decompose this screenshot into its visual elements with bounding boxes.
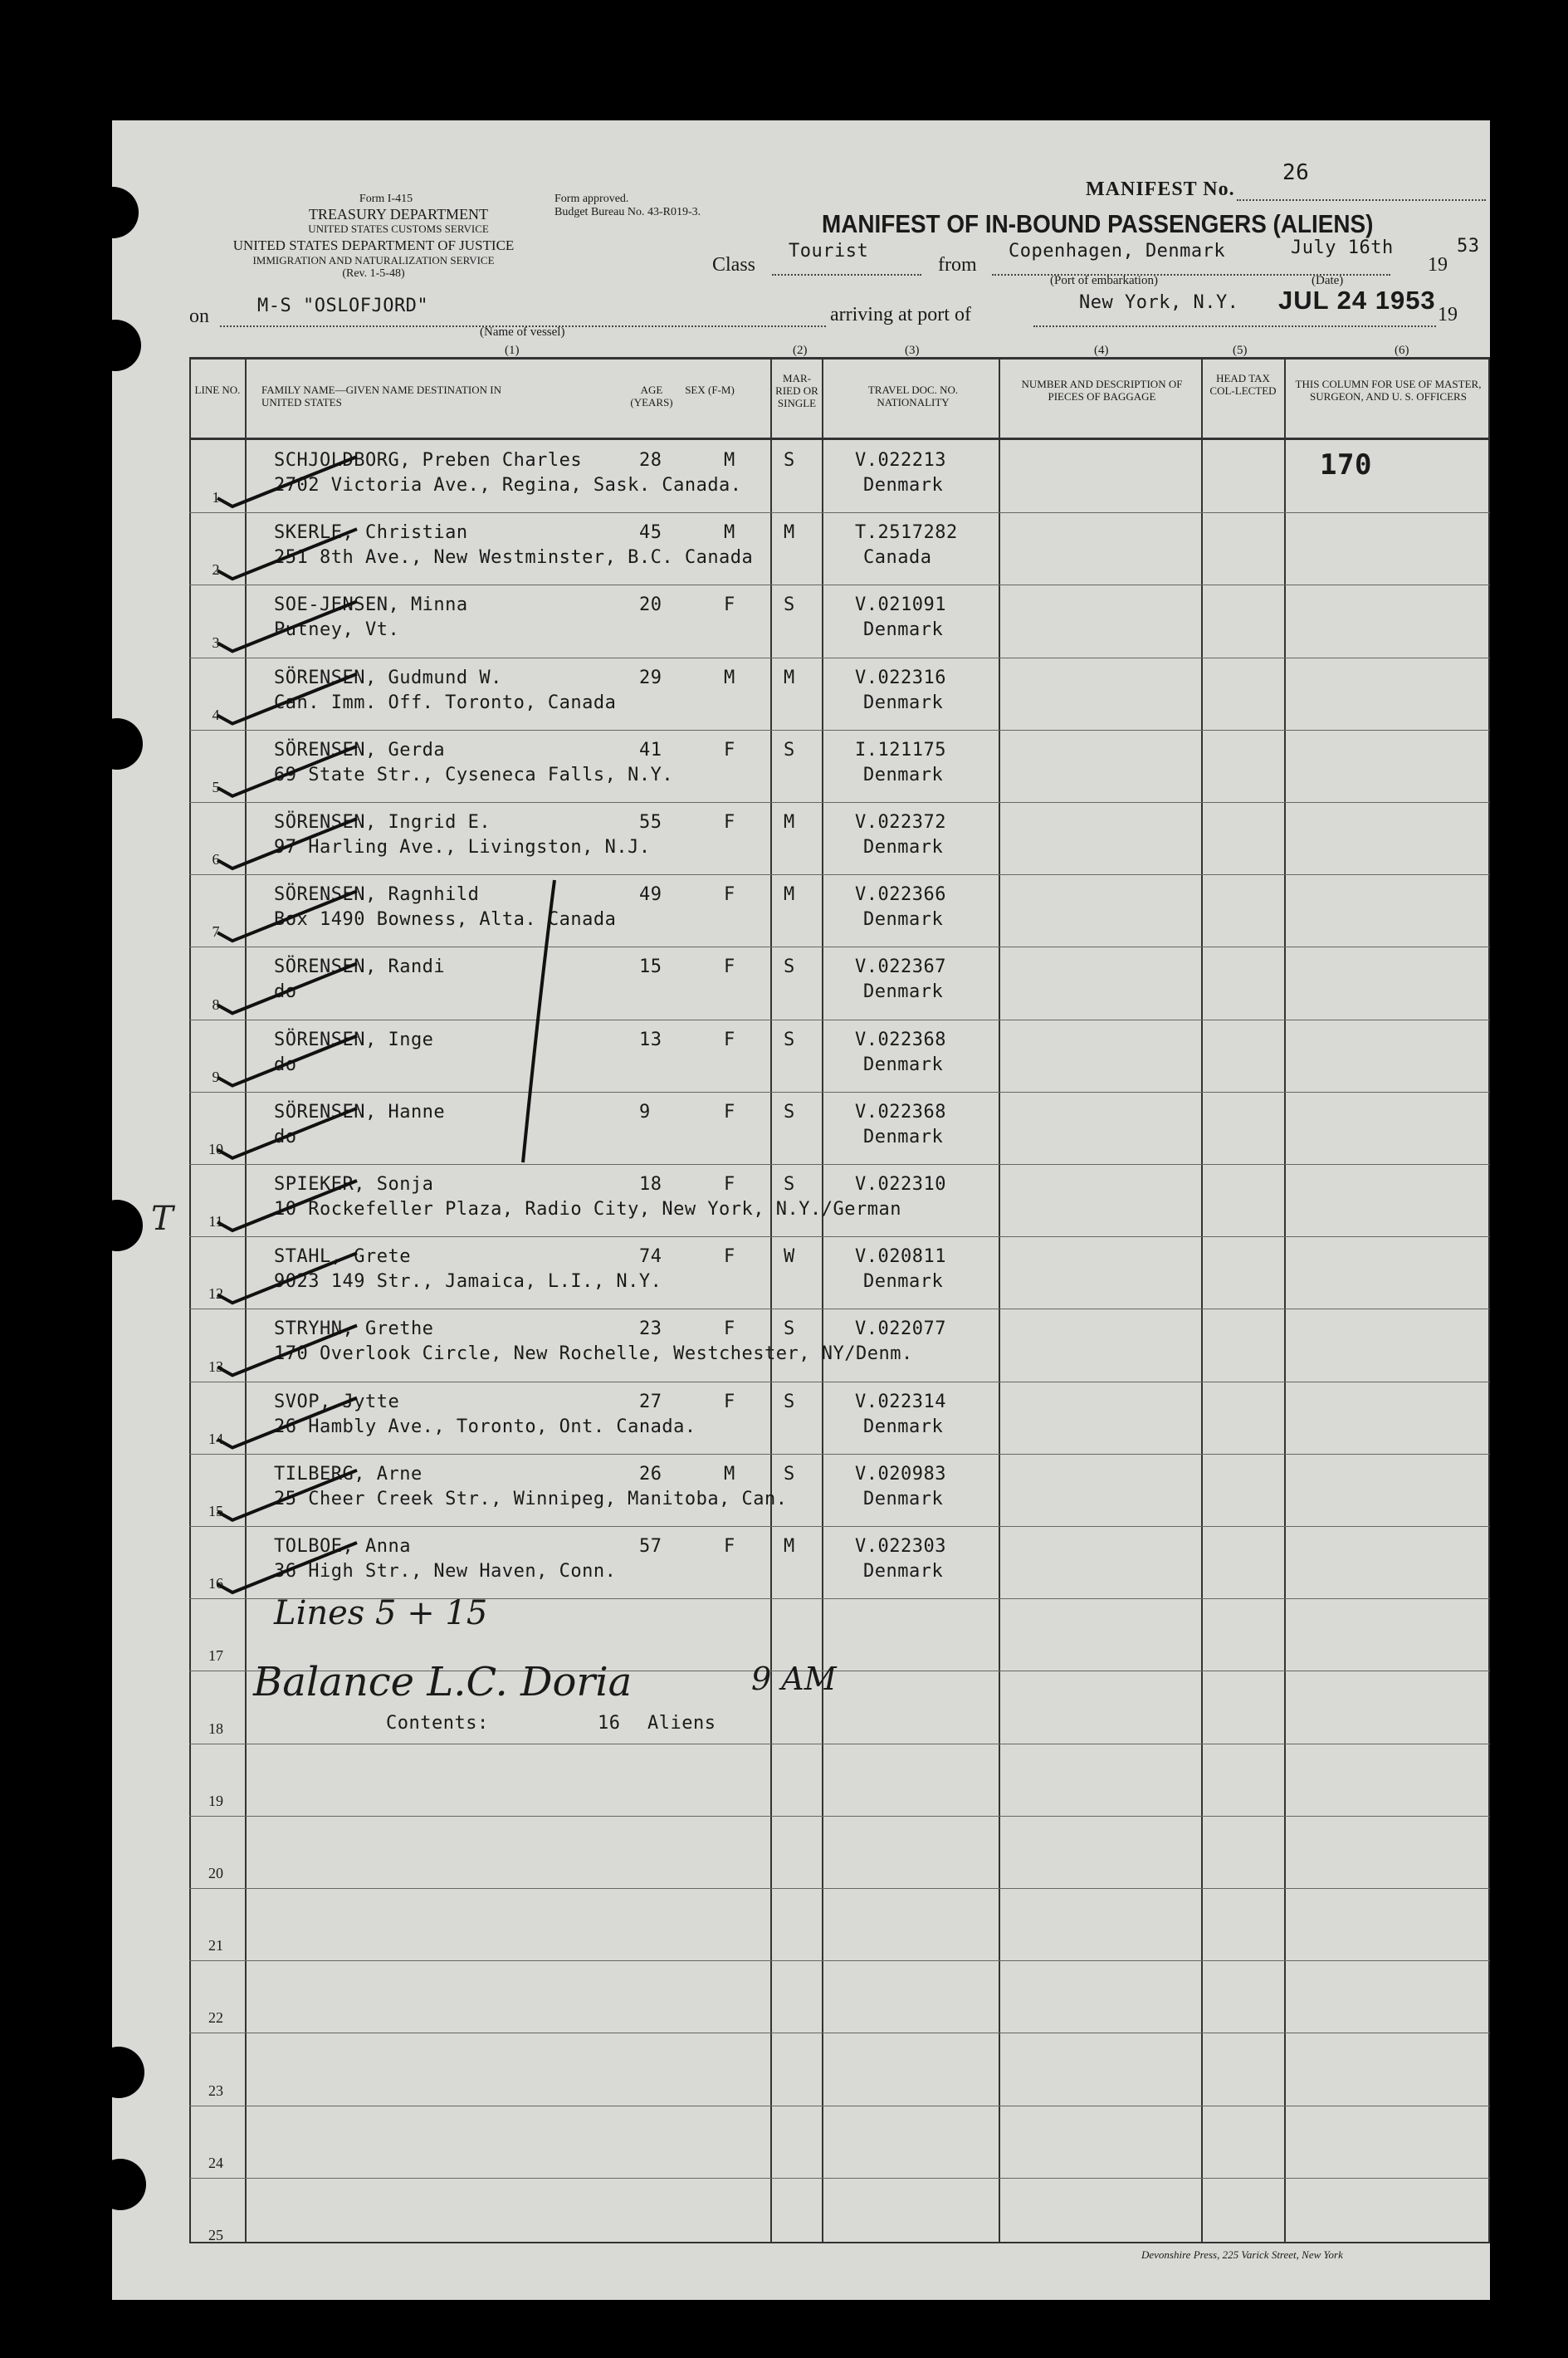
passenger-sex: F: [724, 956, 735, 978]
passenger-destination: 69 State Str., Cyseneca Falls, N.Y.: [274, 764, 674, 785]
passenger-marital-status: S: [784, 1318, 795, 1340]
header-name: FAMILY NAME—GIVEN NAME DESTINATION IN UNITED STATES: [261, 384, 502, 408]
passenger-sex: F: [724, 594, 735, 616]
header-sex: SEX (F-M): [685, 384, 735, 396]
row-number: 2: [212, 561, 220, 579]
row-number: 11: [208, 1213, 223, 1230]
from-port: Copenhagen, Denmark: [1009, 241, 1226, 262]
travel-doc-no: V.022316: [855, 667, 946, 688]
col-num-6: (6): [1395, 344, 1409, 357]
form-id: Form I-415: [359, 193, 413, 205]
manifest-label: MANIFEST No.: [1086, 179, 1235, 200]
passenger-destination: 251 8th Ave., New Westminster, B.C. Canada: [274, 547, 754, 569]
row-number: 17: [208, 1647, 223, 1665]
header-line-no: LINE NO.: [194, 384, 241, 396]
passenger-nationality: Denmark: [863, 1054, 944, 1075]
passenger-marital-status: S: [784, 1101, 795, 1123]
passenger-age: 45: [639, 522, 662, 544]
passenger-nationality: Denmark: [863, 1126, 944, 1147]
passenger-sex: F: [724, 812, 735, 833]
passenger-name: SKERLE, Christian: [274, 522, 468, 544]
row-number: 19: [208, 1792, 223, 1809]
passenger-destination: 9023 149 Str., Jamaica, L.I., N.Y.: [274, 1271, 662, 1293]
passenger-name: SPIEKER, Sonja: [274, 1174, 434, 1195]
row-number: 25: [208, 2227, 223, 2243]
row-divider: [189, 874, 1490, 875]
justice-dept: UNITED STATES DEPARTMENT OF JUSTICE: [232, 237, 515, 253]
row-divider: [189, 1164, 1490, 1165]
row-divider: [189, 2178, 1490, 2179]
passenger-age: 20: [639, 594, 662, 616]
passenger-name: SÖRENSEN, Inge: [274, 1029, 434, 1050]
travel-doc-no: V.022372: [855, 812, 946, 833]
col-num-1: (1): [505, 344, 520, 357]
passenger-destination: 97 Harling Ave., Livingston, N.J.: [274, 837, 651, 858]
passenger-age: 49: [639, 884, 662, 906]
passenger-name: SÖRENSEN, Randi: [274, 956, 446, 978]
passenger-age: 57: [639, 1536, 662, 1557]
punch-hole: [91, 718, 143, 770]
form-rev: (Rev. 1-5-48): [342, 267, 405, 280]
row-number: 20: [208, 1865, 223, 1881]
handwritten-marks: 9 AM: [751, 1661, 837, 1697]
passenger-destination: 2702 Victoria Ave., Regina, Sask. Canada.: [274, 475, 742, 496]
passenger-age: 29: [639, 667, 662, 688]
vessel-caption: (Name of vessel): [480, 325, 565, 339]
punch-hole: [91, 1200, 143, 1251]
manifest-title: MANIFEST OF IN-BOUND PASSENGERS (ALIENS): [822, 209, 1374, 238]
class-value: Tourist: [789, 241, 869, 262]
passenger-marital-status: S: [784, 1174, 795, 1195]
row-number: 12: [208, 1285, 223, 1303]
passenger-marital-status: M: [784, 884, 795, 906]
manifest-line: [1237, 199, 1486, 201]
header-bottom-rule: [189, 438, 1490, 440]
passenger-marital-status: M: [784, 812, 795, 833]
row-number: 6: [212, 851, 220, 868]
on-label: on: [189, 306, 209, 327]
passenger-destination: do: [274, 1126, 297, 1147]
budget-no: Budget Bureau No. 43-R019-3.: [554, 206, 701, 218]
row-divider: [189, 1960, 1490, 1961]
contents-unit: Aliens: [647, 1713, 716, 1734]
punch-hole: [87, 187, 139, 238]
header-headtax: HEAD TAX COL-LECTED: [1209, 372, 1277, 397]
passenger-name: SÖRENSEN, Gudmund W.: [274, 667, 502, 688]
header-officers: THIS COLUMN FOR USE OF MASTER, SURGEON, AND U. S. OFFICERS: [1295, 378, 1482, 403]
travel-doc-no: V.022213: [855, 450, 946, 471]
contents-count: 16: [598, 1713, 621, 1734]
passenger-sex: M: [724, 667, 735, 688]
passenger-name: SÖRENSEN, Ingrid E.: [274, 812, 491, 833]
passenger-nationality: Denmark: [863, 909, 944, 931]
passenger-destination: 36 High Str., New Haven, Conn.: [274, 1561, 617, 1582]
year-prefix: 19: [1428, 254, 1448, 276]
row-number: 7: [212, 923, 220, 941]
row-divider: [189, 1092, 1490, 1093]
row-divider: [189, 512, 1490, 513]
passenger-age: 27: [639, 1391, 662, 1412]
passenger-name: SVOP, Jytte: [274, 1391, 400, 1412]
form-approved: Form approved.: [554, 193, 629, 205]
row-number: 16: [208, 1575, 223, 1592]
header-travel: TRAVEL DOC. NO. NATIONALITY: [867, 384, 959, 408]
travel-doc-no: V.022303: [855, 1536, 946, 1557]
from-label: from: [938, 254, 977, 276]
passenger-destination: do: [274, 981, 297, 1003]
passenger-name: TILBERG, Arne: [274, 1463, 423, 1485]
passenger-nationality: Denmark: [863, 1488, 944, 1509]
row-number: 21: [208, 1937, 223, 1954]
row-number: 18: [208, 1720, 223, 1737]
passenger-nationality: Denmark: [863, 1561, 944, 1582]
passenger-nationality: Denmark: [863, 764, 944, 785]
from-date: July 16th: [1291, 237, 1394, 258]
punch-hole: [90, 320, 141, 371]
passenger-age: 18: [639, 1174, 662, 1195]
passenger-name: TOLBOE, Anna: [274, 1536, 411, 1557]
passenger-marital-status: S: [784, 1463, 795, 1485]
table-bottom-rule: [189, 2242, 1490, 2243]
arriving-label: arriving at port of: [830, 304, 971, 325]
passenger-age: 55: [639, 812, 662, 833]
row-divider: [189, 1816, 1490, 1817]
row-divider: [189, 1454, 1490, 1455]
passenger-sex: F: [724, 1174, 735, 1195]
passenger-name: SCHJOLDBORG, Preben Charles: [274, 450, 583, 471]
row-divider: [189, 730, 1490, 731]
passenger-marital-status: S: [784, 1029, 795, 1050]
ins-service: IMMIGRATION AND NATURALIZATION SERVICE: [252, 254, 495, 267]
officer-count: 170: [1320, 448, 1372, 482]
travel-doc-no: V.022077: [855, 1318, 946, 1340]
passenger-name: SÖRENSEN, Hanne: [274, 1101, 446, 1123]
passenger-nationality: Denmark: [863, 1416, 944, 1437]
col-num-5: (5): [1233, 344, 1248, 357]
customs-service: UNITED STATES CUSTOMS SERVICE: [308, 223, 489, 235]
passenger-sex: F: [724, 1101, 735, 1123]
year-suffix: 19: [1438, 304, 1458, 325]
passenger-sex: F: [724, 1391, 735, 1412]
passenger-nationality: Denmark: [863, 837, 944, 858]
travel-doc-no: V.020811: [855, 1246, 946, 1268]
class-label: Class: [712, 254, 756, 276]
passenger-nationality: Denmark: [863, 619, 944, 641]
travel-doc-no: V.022368: [855, 1029, 946, 1050]
passenger-marital-status: M: [784, 522, 795, 544]
row-number: 4: [212, 706, 220, 723]
passenger-age: 13: [639, 1029, 662, 1050]
passenger-age: 28: [639, 450, 662, 471]
passenger-marital-status: S: [784, 450, 795, 471]
passenger-age: 74: [639, 1246, 662, 1268]
punch-hole: [95, 2159, 146, 2210]
passenger-nationality: Canada: [863, 547, 932, 569]
header-married: MAR-RIED OR SINGLE: [775, 372, 818, 409]
passenger-age: 26: [639, 1463, 662, 1485]
travel-doc-no: V.022367: [855, 956, 946, 978]
handwritten-note-balance: Balance L.C. Doria: [253, 1659, 633, 1705]
passenger-destination: do: [274, 1054, 297, 1075]
date-caption: (Date): [1312, 274, 1344, 287]
row-divider: [189, 1526, 1490, 1527]
passenger-nationality: Denmark: [863, 692, 944, 713]
col-num-4: (4): [1094, 344, 1109, 357]
col-num-2: (2): [793, 344, 808, 357]
passenger-marital-status: S: [784, 956, 795, 978]
row-divider: [189, 1888, 1490, 1889]
passenger-marital-status: M: [784, 1536, 795, 1557]
row-number: 1: [212, 489, 220, 506]
passenger-name: STRYHN, Grethe: [274, 1318, 434, 1340]
passenger-name: STAHL, Grete: [274, 1246, 411, 1268]
arrival-line: [1033, 325, 1436, 327]
passenger-nationality: Denmark: [863, 475, 944, 496]
passenger-marital-status: S: [784, 739, 795, 761]
passenger-destination: 170 Overlook Circle, New Rochelle, Westchester, NY/Denm.: [274, 1343, 913, 1365]
handwritten-note-lines: Lines 5 + 15: [274, 1594, 488, 1632]
passenger-age: 23: [639, 1318, 662, 1340]
passenger-destination: Putney, Vt.: [274, 619, 400, 641]
passenger-sex: F: [724, 1246, 735, 1268]
punch-hole: [93, 2047, 144, 2098]
header-baggage: NUMBER AND DESCRIPTION OF PIECES OF BAGGAGE: [1021, 378, 1183, 403]
passenger-name: SÖRENSEN, Gerda: [274, 739, 446, 761]
year-value: 53: [1457, 236, 1480, 257]
passenger-destination: Box 1490 Bowness, Alta. Canada: [274, 909, 617, 931]
row-divider: [189, 802, 1490, 803]
arrival-stamp: JUL 24 1953: [1278, 286, 1436, 315]
class-line: [772, 274, 921, 276]
passenger-marital-status: W: [784, 1246, 795, 1268]
vessel-name: M-S "OSLOFJORD": [257, 296, 429, 316]
travel-doc-no: V.022314: [855, 1391, 946, 1412]
row-number: 22: [208, 2009, 223, 2027]
passenger-sex: F: [724, 1536, 735, 1557]
manifest-number: 26: [1282, 160, 1310, 185]
row-number: 24: [208, 2154, 223, 2171]
passenger-marital-status: S: [784, 1391, 795, 1412]
row-number: 5: [212, 779, 220, 795]
travel-doc-no: V.020983: [855, 1463, 946, 1485]
row-divider: [189, 1236, 1490, 1237]
passenger-sex: F: [724, 884, 735, 906]
row-number: 15: [208, 1503, 223, 1519]
row-number: 3: [212, 634, 220, 651]
passenger-name: SOE-JENSEN, Minna: [274, 594, 468, 616]
row-number: 13: [208, 1358, 223, 1375]
passenger-nationality: Denmark: [863, 1271, 944, 1293]
passenger-nationality: Denmark: [863, 981, 944, 1003]
passenger-marital-status: S: [784, 594, 795, 616]
row-number: 23: [208, 2082, 223, 2099]
col-num-3: (3): [905, 344, 920, 357]
dept-name: TREASURY DEPARTMENT: [308, 206, 489, 223]
passenger-age: 41: [639, 739, 662, 761]
travel-doc-no: T.2517282: [855, 522, 958, 544]
passenger-sex: F: [724, 739, 735, 761]
printer-imprint: Devonshire Press, 225 Varick Street, New York: [1141, 2248, 1343, 2261]
table-top-rule: [189, 357, 1490, 360]
passenger-destination: Can. Imm. Off. Toronto, Canada: [274, 692, 617, 713]
margin-mark: T: [151, 1200, 173, 1238]
passenger-age: 15: [639, 956, 662, 978]
passenger-sex: M: [724, 450, 735, 471]
arrival-port: New York, N.Y.: [1079, 292, 1239, 313]
contents-label: Contents:: [386, 1713, 489, 1734]
row-number: 9: [212, 1068, 220, 1085]
passenger-age: 9: [639, 1101, 651, 1123]
passenger-destination: 25 Cheer Creek Str., Winnipeg, Manitoba, Can.: [274, 1488, 788, 1509]
passenger-destination: 10 Rockefeller Plaza, Radio City, New York, N.Y./German: [274, 1199, 901, 1220]
passenger-marital-status: M: [784, 667, 795, 688]
travel-doc-no: V.021091: [855, 594, 946, 616]
passenger-sex: F: [724, 1029, 735, 1050]
header-age: AGE (YEARS): [630, 384, 673, 408]
row-number: 8: [212, 996, 220, 1013]
travel-doc-no: I.121175: [855, 739, 946, 761]
row-number: 14: [208, 1430, 223, 1447]
passenger-sex: M: [724, 1463, 735, 1485]
passenger-sex: M: [724, 522, 735, 544]
passenger-name: SÖRENSEN, Ragnhild: [274, 884, 480, 906]
travel-doc-no: V.022368: [855, 1101, 946, 1123]
travel-doc-no: V.022310: [855, 1174, 946, 1195]
row-number: 10: [208, 1141, 223, 1157]
passenger-destination: 26 Hambly Ave., Toronto, Ont. Canada.: [274, 1416, 696, 1437]
travel-doc-no: V.022366: [855, 884, 946, 906]
port-caption: (Port of embarkation): [1050, 274, 1158, 287]
passenger-sex: F: [724, 1318, 735, 1340]
